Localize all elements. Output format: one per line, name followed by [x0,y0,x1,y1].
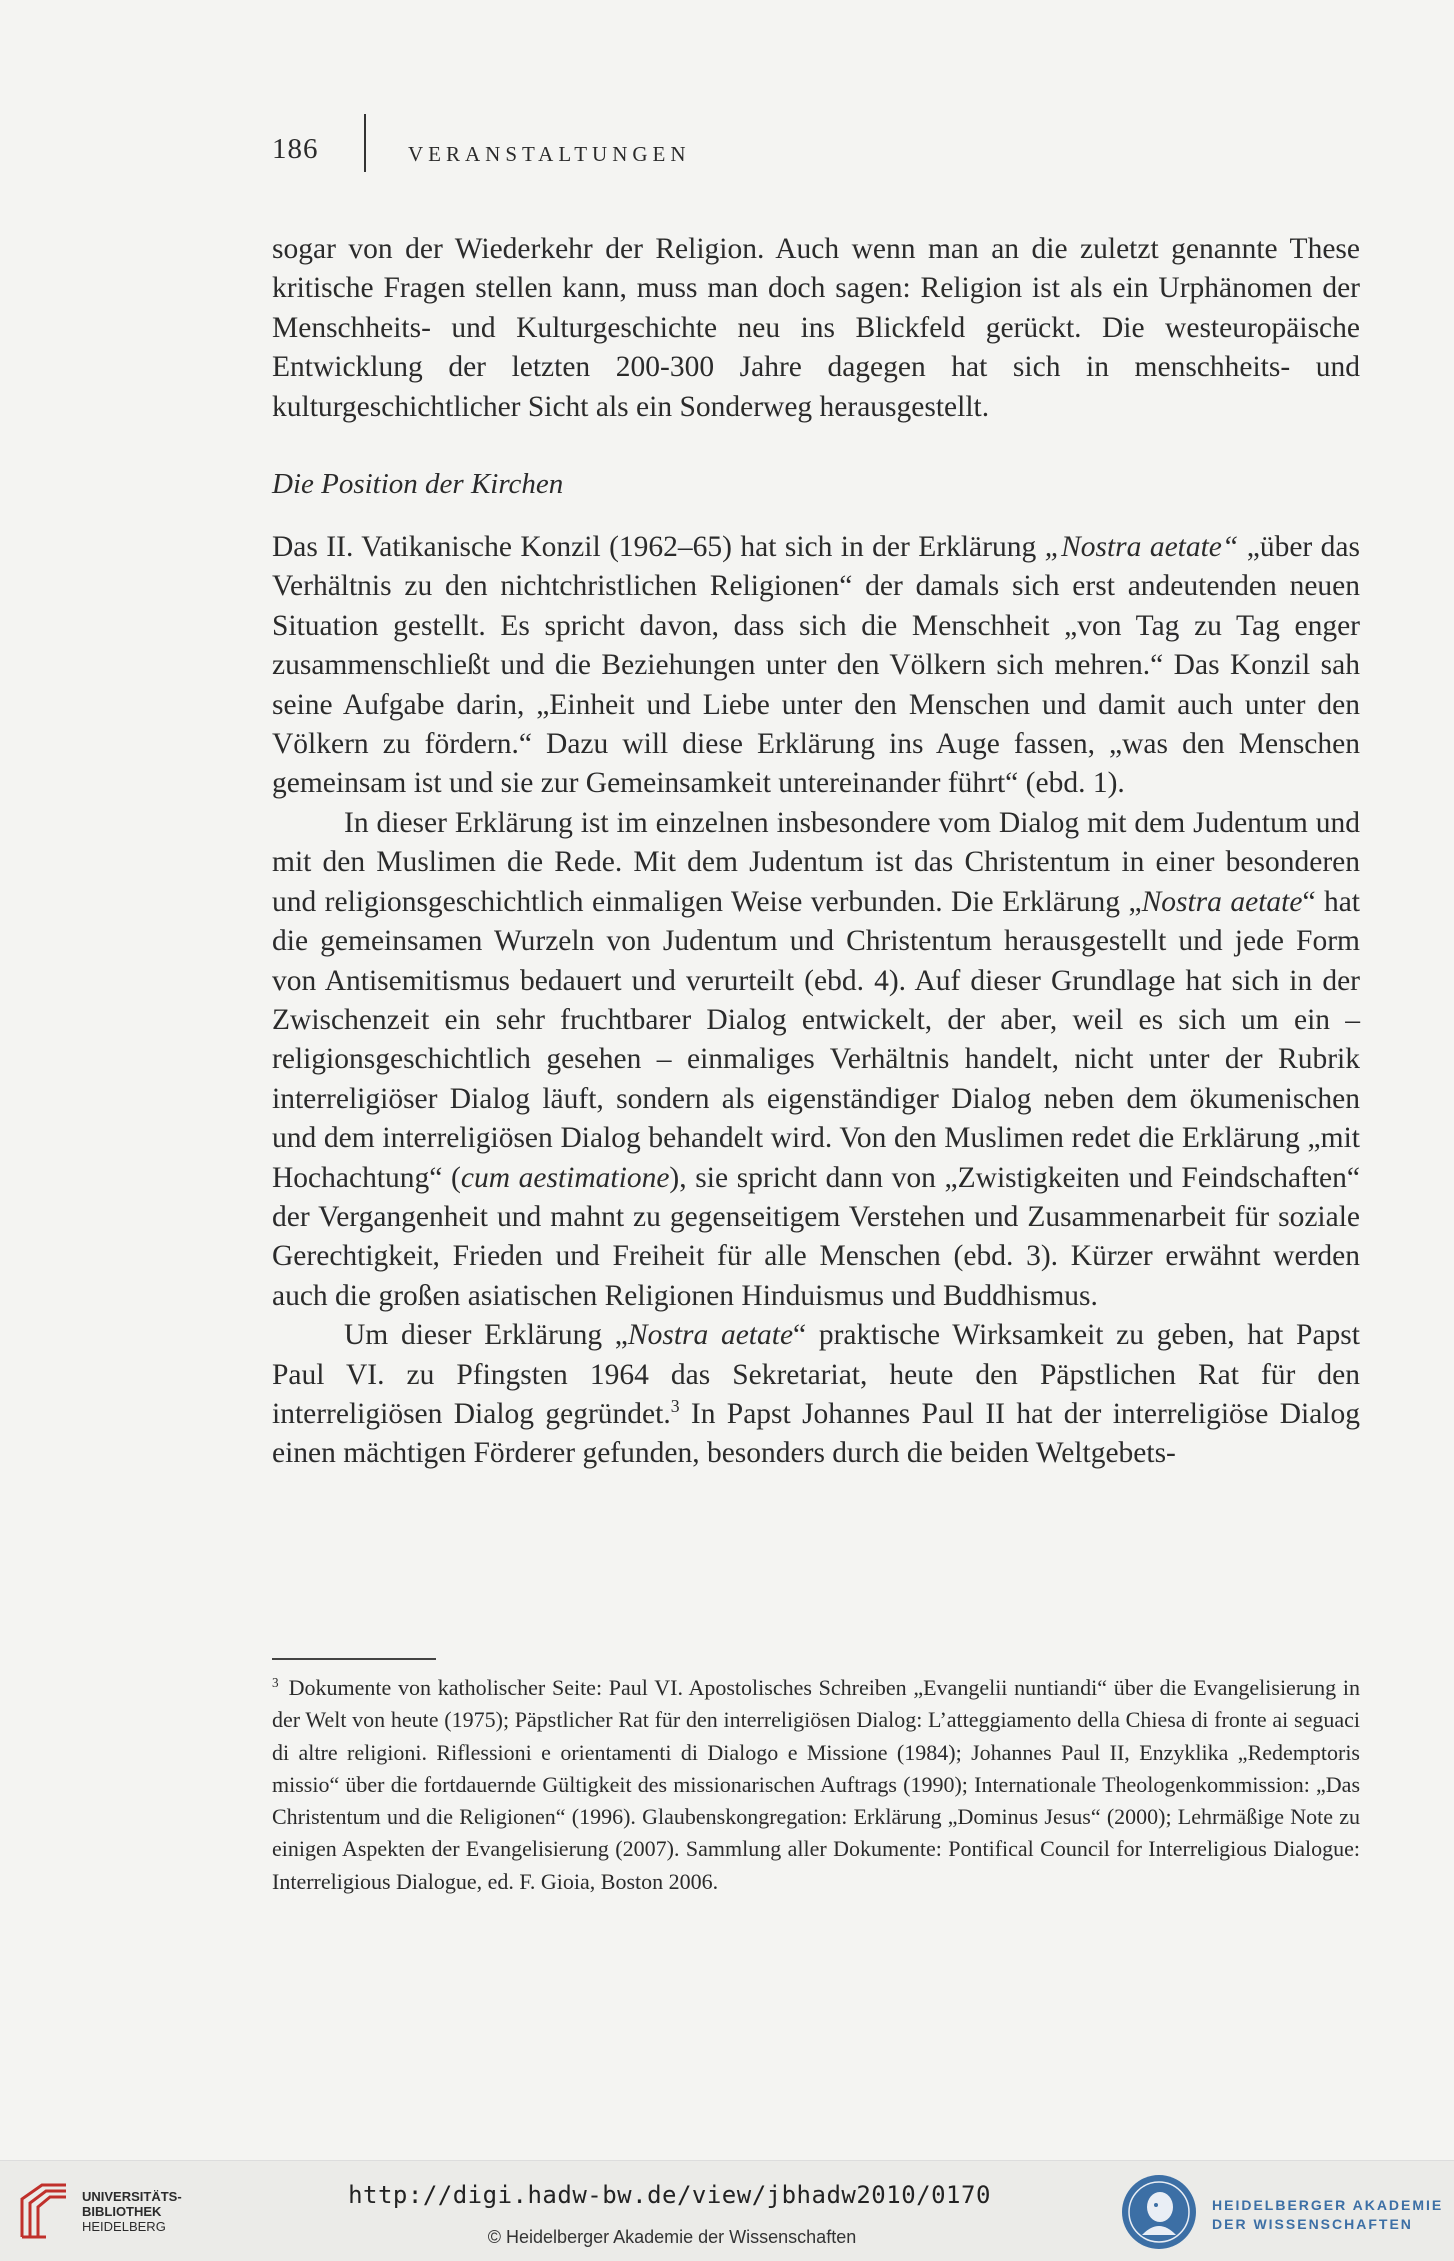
paragraph-2-text-c: „über das Verhältnis zu den nichtchristlichen Religionen“ der damals sich erst andeutenden neuen Situation gestellt. Es spricht davon, dass sich die Menschheit „von Tag zu Tag enger zusammenschließt und die Beziehungen unter den Völkern sich mehren.“ Das Konzil sah seine Aufgabe darin, „Einheit und Liebe unter den Menschen und damit auch unter den Völkern zu fördern.“ Dazu will diese Erklärung ins Auge fassen, „was den Menschen gemeinsam ist und sie zur Gemeinsamkeit untereinander führt“ (ebd. 1). [272,531,1360,800]
paragraph-3-italic-d: cum aestimatione [460,1161,670,1194]
running-head [272,128,691,170]
copyright-notice: © Heidelberger Akademie der Wissenschaften [487,2227,857,2247]
paragraph-3-text-c: “ hat die gemeinsamen Wurzeln von Judentum und Christentum herausgestellt und jede Form von Antisemitismus bedauert und verurteilt (ebd. 4). Auf dieser Grundlage hat sich in der Zwischenzeit ein sehr fruchtbarer Dialog entwickelt, der aber, weil es sich um ein – religionsgeschichtlich gesehen – einmaliges Verhältnis handelt, nicht unter der Rubrik interreligiöser Dialog läuft, sondern als eigenständiger Dialog neben dem ökumenischen und dem interreligiösen Dialog behandelt wird. Von den Muslimen redet die Erklärung „mit Hochachtung“ ( [272,885,1361,1194]
paragraph-3-text-a: In dieser Erklärung ist im einzelnen insbesondere vom Dialog mit dem Judentum und mit den Muslimen die Rede. Mit dem Judentum ist das Christentum in einer besonderen und religionsgeschichtlich einmaligen Weise verbunden. Die Erklärung „ [272,806,1360,918]
hadw-line-2: DER WISSENSCHAFTEN [1212,2215,1413,2232]
viewer-footer [0,2160,1454,2261]
paragraph-4-text-a: Um dieser Erklärung „ [344,1319,628,1352]
paragraph-3 [272,804,1360,1316]
section-heading: Die Position der Kirchen [272,468,564,501]
footnote-reference[interactable]: 3 [670,1396,680,1417]
header-divider [364,114,366,172]
paragraph-4-italic: Nostra aetate [627,1319,794,1352]
page-number: 186 [272,132,319,165]
hadw-logo[interactable] [1120,2173,1443,2256]
paragraph-2-italic: „Nostra aetate“ [1044,531,1239,564]
footnote-mark: 3 [272,1674,279,1690]
section-title: VERANSTALTUNGEN [408,141,691,166]
paragraph-2-text-a: Das II. Vatikanische Konzil (1962–65) hat sich in der Erklärung [272,531,1045,564]
paragraph-4-text-c: “ praktische Wirksamkeit zu geben, hat Papst Paul VI. zu Pfingsten 1964 das Sekretariat, heute den Päpstlichen Rat für den interreligiösen Dialog gegründet. [272,1319,1360,1430]
hadw-seal-icon [1120,2173,1198,2256]
paragraph-3-italic-b: Nostra aetate [1141,885,1303,918]
paragraph-1: sogar von der Wiederkehr der Religion. Auch wenn man an die zuletzt genannte These kritische Fragen stellen kann, muss man doch sagen: Religion ist als ein Urphänomen der Menschheits- und Kulturgeschichte neu ins Blickfeld gerückt. Die westeuropäische Entwicklung der letzten 200-300 Jahre dagegen hat sich in menschheits- und kulturgeschichtlicher Sicht als ein Sonderweg herausgestellt. [272,233,1360,423]
ub-line-1: UNIVERSITÄTS- [82,2188,182,2204]
footnote [272,1672,1360,1898]
paragraph-2 [272,528,1360,804]
permalink-url[interactable]: http://digi.hadw-bw.de/view/jbhadw2010/0170 [348,2181,991,2209]
footnote-divider [272,1658,436,1660]
hadw-logo-text [1212,2196,1443,2234]
hadw-line-1: HEIDELBERGER AKADEMIE [1212,2196,1444,2213]
body-text [272,230,1360,1474]
paragraph-4 [272,1316,1360,1474]
paragraph-3-text-e: ), sie spricht dann von „Zwistigkeiten und Feindschaften“ der Vergangenheit und mahnt zu gegenseitigem Verstehen und Zusammenarbeit für soziale Gerechtigkeit, Frieden und Freiheit für alle Menschen (ebd. 3). Kürzer erwähnt werden auch die großen asiatischen Religionen Hinduismus und Buddhismus. [272,1161,1360,1312]
ub-line-2: BIBLIOTHEK [82,2203,162,2219]
paragraph-4-text-d: In Papst Johannes Paul II hat der interreligiöse Dialog einen mächtigen Förderer gefunden, besonders durch die beiden Weltgebets- [272,1397,1360,1470]
footnote-text: Dokumente von katholischer Seite: Paul VI. Apostolisches Schreiben „Evangelii nuntiandi“ über die Evangelisierung in der Welt von heute (1975); Päpstlicher Rat für den interreligiösen Dialog: L’atteggiamento della Chiesa di fronte ai seguaci di altre religioni. Riflessioni e orientamenti di Dialogo e Missione (1984); Johannes Paul II, Enzyklika „Redemptoris missio“ über die fortdauernde Gültigkeit des missionarischen Auftrags (1990); Internationale Theologenkommission: „Das Christentum und die Religionen“ (1996). Glaubenskongregation: Erklärung „Dominus Jesus“ (2000); Lehrmäßige Note zu einigen Aspekten der Evangelisierung (2007). Sammlung aller Dokumente: Pontifical Council for Interreligious Dialogue: Interreligious Dialogue, ed. F. Gioia, Boston 2006. [272,1675,1360,1894]
ub-line-3: HEIDELBERG [82,2218,166,2234]
